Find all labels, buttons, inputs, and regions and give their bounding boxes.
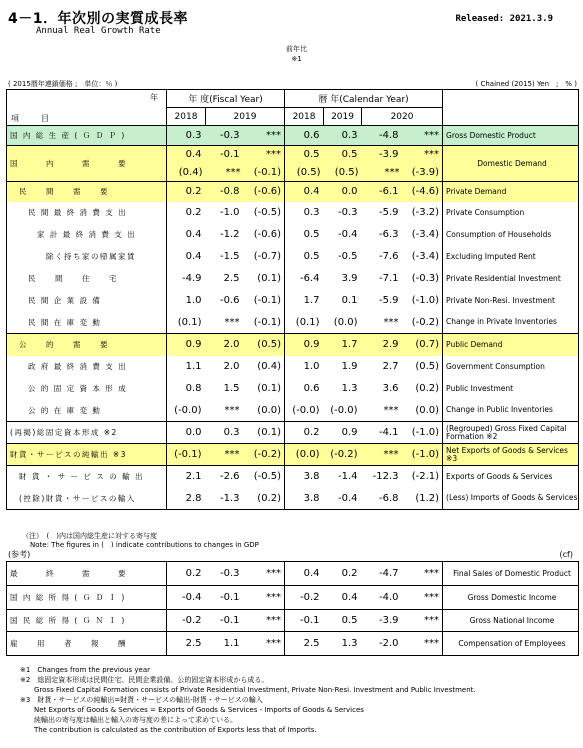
ref-label (7, 610, 167, 632)
rows-value: (0.4) (244, 356, 285, 378)
rows-value: -6.1 (362, 182, 403, 202)
col-fy2018: 2018 (167, 108, 206, 126)
rows-value: 0.4 (185, 229, 202, 240)
rows-label-text: 民 間 企 業 設 備 (28, 296, 102, 305)
ref-value: *** (244, 562, 285, 586)
rows-contrib-value: (0.4) (167, 164, 206, 182)
rows-value: -4.9 (181, 273, 202, 284)
rows-label (7, 444, 167, 466)
rows-value: (-0.0) (292, 404, 320, 416)
unit-en: ( Chained (2015) Yen ; % ) (475, 80, 577, 88)
rows-label-text: 公 的 在 庫 変 動 (28, 405, 102, 415)
rows-value: (0.0) (403, 400, 443, 422)
ref-value: -0.1 (219, 615, 240, 626)
rows-value: (-0.5) (244, 466, 285, 488)
rows-contrib-value: *** (362, 164, 403, 182)
ref-value: -3.9 (378, 615, 399, 626)
rows-value: 0.2 (185, 207, 202, 218)
rows-row (7, 378, 579, 400)
rows-value: 0.3 (167, 126, 206, 146)
rows-value: 1.5 (223, 383, 240, 394)
rows-label (7, 126, 167, 146)
ref-label (7, 586, 167, 610)
rows-value: *** (244, 146, 285, 164)
rows-value: *** (224, 404, 240, 416)
rows-value: -0.4 (338, 492, 358, 504)
ref-value: *** (403, 610, 443, 632)
unit-jp: ( 2015暦年連鎖価格 ; 単位：％ ) (8, 80, 118, 88)
ref-value: *** (244, 586, 285, 610)
corner-year: 年 (150, 93, 158, 102)
rows-value: -6.4 (300, 273, 320, 284)
release-date: Released: 2021.3.9 (455, 14, 553, 24)
growth-table (6, 89, 579, 510)
ref-label (7, 562, 167, 586)
rows-label-text: 公 的 固 定 資 本 形 成 (28, 384, 128, 393)
rows-value: (-1.0) (403, 290, 443, 312)
rows-value: 1.0 (185, 295, 202, 306)
ref-value: 1.1 (223, 638, 240, 649)
corner-cell (7, 90, 167, 126)
rows-value: -3.9 (362, 146, 403, 164)
rows-value: 3.6 (382, 383, 399, 394)
rows-value: -0.1 (206, 146, 244, 164)
footnotes (20, 665, 476, 735)
rows-value: -0.4 (338, 229, 358, 240)
rows-value: *** (244, 126, 285, 146)
ref-label: (参考) (8, 550, 31, 559)
rows-label (7, 356, 167, 378)
cf-label: (cf) (559, 550, 573, 559)
yoy-label (286, 44, 307, 64)
rows-value: (0.0) (333, 316, 358, 328)
rows-value: 0.3 (223, 427, 240, 438)
rows-label-text: (控除)財貨・サービスの輸入 (19, 493, 136, 503)
rows-value: (-0.6) (244, 182, 285, 202)
rows-value: *** (383, 404, 399, 416)
rows-value: 2.1 (185, 471, 202, 483)
rows-label (7, 182, 167, 202)
rows-value: 0.4 (285, 182, 324, 202)
rows-label (7, 312, 167, 334)
rows-label (7, 246, 167, 268)
rows-value: 0.2 (167, 182, 206, 202)
yoy-text: 前年比 (286, 45, 307, 53)
rows-value: -0.3 (206, 126, 244, 146)
rows-label-text: 国 内 総 生 産 ( Ｇ Ｄ Ｐ ) (10, 131, 126, 140)
main-table-body (7, 126, 579, 510)
rows-value: (0.1) (177, 316, 202, 328)
footnote-line: 純輸出の寄与度は輸出と輸入の寄与度の差によって求めている。 (20, 716, 237, 724)
page-subtitle: Annual Real Growth Rate (36, 26, 161, 36)
rows-label-en: (Regrouped) Gross Fixed Capital Formation ※2 (443, 422, 579, 444)
rows-value: (0.7) (403, 334, 443, 356)
rows-value: -4.1 (379, 427, 399, 438)
rows-label-en: Private Consumption (443, 202, 579, 224)
rows-value: 2.0 (223, 361, 240, 372)
rows-label-text: 政 府 最 終 消 費 支 出 (28, 362, 128, 371)
rows-row (7, 202, 579, 224)
rows-value: -1.4 (338, 471, 358, 483)
ref-value: -0.3 (219, 568, 240, 579)
rows-value: (-3.2) (403, 202, 443, 224)
rows-label-text: 国 内 需 要 (10, 159, 127, 168)
rows-label-en: (Less) Imports of Goods & Services (443, 488, 579, 510)
rows-value: 0.9 (341, 427, 358, 438)
rows-value: (-0.1) (167, 444, 206, 466)
ref-label-text: 国 民 総 所 得 ( Ｇ Ｎ Ｉ ) (10, 616, 126, 625)
ref-value: 2.5 (185, 638, 202, 649)
rows-value: -1.3 (219, 492, 240, 504)
rows-value: 0.4 (167, 146, 206, 164)
ref-value: -0.1 (299, 615, 320, 626)
rows-value: 0.5 (303, 251, 320, 262)
rows-label (7, 290, 167, 312)
rows-value: 1.7 (303, 295, 320, 306)
rows-label-en: Private Demand (443, 182, 579, 202)
rows-value: 0.0 (324, 182, 362, 202)
rows-value: *** (403, 146, 443, 164)
rows-value: -4.8 (362, 126, 403, 146)
ref-row (7, 586, 579, 610)
rows-label-en: Change in Private Inventories (443, 312, 579, 334)
rows-value: 2.9 (362, 334, 403, 356)
rows-value: 1.3 (341, 383, 358, 394)
rows-contrib-value: (-0.1) (244, 164, 285, 182)
rows-value: -12.3 (372, 471, 399, 483)
rows-value: (0.5) (244, 334, 285, 356)
rows-value: (-0.1) (244, 290, 285, 312)
rows-value: 0.5 (285, 146, 324, 164)
rows-value: 0.0 (185, 427, 202, 438)
rows-label-en: Excluding Imputed Rent (443, 246, 579, 268)
rows-label-text: 財貨・サービスの純輸出 ※3 (10, 450, 127, 459)
rows-contrib-value: (0.5) (324, 164, 362, 182)
rows-value: (-0.0) (330, 404, 358, 416)
ref-value: 1.3 (341, 638, 358, 649)
rows-value: 3.8 (303, 471, 320, 483)
footnote-line: The contribution is calculated as the contribution of Exports less that of Imports. (20, 726, 317, 734)
ref-value: *** (403, 632, 443, 656)
rows-value: -0.8 (206, 182, 244, 202)
rows-label (7, 488, 167, 510)
rows-value: (0.0) (285, 444, 324, 466)
rows-label-text: 家 計 最 終 消 費 支 出 (37, 230, 137, 239)
ref-label-text: 最 終 需 要 (10, 569, 127, 578)
rows-value: -7.6 (379, 251, 399, 262)
ref-value: -4.7 (378, 568, 399, 579)
rows-value: -0.3 (338, 207, 358, 218)
ref-label-en: Gross Domestic Income (443, 586, 579, 610)
rows-row (7, 146, 579, 164)
rows-value: 0.9 (285, 334, 324, 356)
rows-label (7, 224, 167, 246)
rows-value: *** (224, 316, 240, 328)
col-cy2018: 2018 (285, 108, 324, 126)
rows-label-en: Private Non-Resi. Investment (443, 290, 579, 312)
rows-value: (0.1) (244, 268, 285, 290)
rows-value: 1.7 (324, 334, 362, 356)
rows-row (7, 290, 579, 312)
reference-table-body (7, 562, 579, 656)
rows-value: (0.2) (244, 488, 285, 510)
rows-label-text: 除く持ち家の帰属家賃 (46, 252, 136, 261)
rows-value: (-0.2) (244, 444, 285, 466)
rows-value: *** (383, 316, 399, 328)
corner-item: 項 目 (11, 114, 51, 123)
footnote-line: Net Exports of Goods & Services = Exports of Goods & Services - Imports of Goods & Services (20, 706, 364, 714)
rows-value: (0.2) (403, 378, 443, 400)
rows-value: 2.0 (206, 334, 244, 356)
footnote-line: ※2 総固定資本形成は民間住宅、民間企業設備、公的固定資本形成から成る。 (20, 676, 269, 684)
rows-value: *** (206, 444, 244, 466)
note-en: Note: The figures in ( ) indicate contributions to changes in GDP (30, 541, 259, 549)
rows-value: (-1.0) (403, 444, 443, 466)
ref-value: *** (244, 610, 285, 632)
rows-label-en: Consumption of Households (443, 224, 579, 246)
rows-label-en: Gross Domestic Product (443, 126, 579, 146)
ref-value: 2.5 (303, 638, 320, 649)
rows-row (7, 334, 579, 356)
rows-value: -6.8 (379, 492, 399, 504)
rows-row (7, 224, 579, 246)
rows-value: (-0.7) (244, 246, 285, 268)
col-fy2019: 2019 (206, 108, 285, 126)
rows-row (7, 246, 579, 268)
ref-value: 0.4 (341, 592, 358, 603)
rows-value: 2.8 (185, 492, 202, 504)
rows-value: 0.2 (303, 427, 320, 438)
rows-value: (-0.5) (244, 202, 285, 224)
rows-value: (0.1) (244, 422, 285, 444)
page-title: 4－1．年次別の実質成長率 (8, 11, 188, 27)
rows-label-en: Private Residential Investment (443, 268, 579, 290)
rows-value: 0.9 (167, 334, 206, 356)
rows-label (7, 334, 167, 356)
rows-row (7, 356, 579, 378)
rows-value: 3.8 (303, 492, 320, 504)
rows-value: 3.9 (341, 273, 358, 284)
rows-value: -1.5 (219, 251, 240, 262)
rows-label-en: Public Demand (443, 334, 579, 356)
rows-value: (-0.2) (324, 444, 362, 466)
en-header (443, 90, 579, 126)
rows-value: *** (362, 444, 403, 466)
rows-value: (-0.6) (244, 224, 285, 246)
rows-value: 1.0 (303, 361, 320, 372)
rows-label-text: 民 間 在 庫 変 動 (28, 317, 102, 327)
rows-label (7, 378, 167, 400)
rows-label-en: Net Exports of Goods & Services ※3 (443, 444, 579, 466)
rows-row (7, 126, 579, 146)
rows-value: (-2.1) (403, 466, 443, 488)
rows-row (7, 422, 579, 444)
rows-label (7, 146, 167, 182)
ref-label-en: Final Sales of Domestic Product (443, 562, 579, 586)
ref-value: 0.2 (341, 568, 358, 579)
ref-value: -0.1 (219, 592, 240, 603)
rows-value: 0.1 (341, 295, 358, 306)
calendar-year-header: 暦 年(Calendar Year) (285, 90, 443, 108)
ref-row (7, 610, 579, 632)
ref-value: -4.0 (378, 592, 399, 603)
rows-value: 2.7 (382, 361, 399, 372)
rows-value: 0.3 (303, 207, 320, 218)
yoy-note: ※1 (291, 55, 302, 63)
rows-label (7, 268, 167, 290)
rows-value: (-0.3) (403, 268, 443, 290)
rows-value: (-3.4) (403, 224, 443, 246)
rows-value: (-0.0) (174, 404, 202, 416)
ref-row (7, 562, 579, 586)
ref-label-text: 雇 用 者 報 酬 (10, 639, 127, 648)
rows-value: (0.5) (403, 356, 443, 378)
rows-contrib-value: (-3.9) (403, 164, 443, 182)
reference-table (6, 561, 579, 656)
rows-label-text: 財 貨 ・ サ ー ビ ス の 輸 出 (19, 472, 144, 482)
ref-value: *** (244, 632, 285, 656)
note-jp: （注） ( )内は国内総生産に対する寄与度 (22, 532, 157, 540)
rows-label-text: 民 間 最 終 消 費 支 出 (28, 208, 128, 217)
col-cy2020: 2020 (362, 108, 443, 126)
rows-value: -1.2 (219, 229, 240, 240)
rows-value: (-0.2) (403, 312, 443, 334)
rows-value: 0.5 (303, 229, 320, 240)
rows-label (7, 466, 167, 488)
rows-label-en: Government Consumption (443, 356, 579, 378)
rows-value: (-1.0) (403, 422, 443, 444)
ref-row (7, 632, 579, 656)
ref-value: -0.4 (181, 592, 202, 603)
rows-value: -7.1 (379, 273, 399, 284)
rows-row (7, 466, 579, 488)
footnote-line: Gross Fixed Capital Formation consists of Private Residential Investment, Private Non-Resi. Investment and Public Investment. (20, 686, 476, 694)
rows-value: (1.2) (403, 488, 443, 510)
rows-label (7, 202, 167, 224)
rows-value: 0.6 (285, 126, 324, 146)
rows-row (7, 182, 579, 202)
rows-value: 1.1 (185, 361, 202, 372)
rows-label-text: 民 間 住 宅 (28, 274, 118, 283)
rows-value: 1.9 (341, 361, 358, 372)
footnote-line: ※3 財貨・サービスの純輸出=財貨・サービスの輸出-財貨・サービスの輸入 (20, 696, 263, 704)
ref-value: *** (403, 562, 443, 586)
rows-contrib-value: *** (206, 164, 244, 182)
rows-value: -0.5 (338, 251, 358, 262)
rows-value: (0.1) (295, 316, 320, 328)
rows-contrib-value: (0.5) (285, 164, 324, 182)
ref-value: -0.2 (181, 615, 202, 626)
rows-label-text: (再掲)総固定資本形成 ※2 (10, 428, 118, 437)
rows-value: 2.5 (223, 273, 240, 284)
rows-value: -2.6 (219, 471, 240, 483)
ref-label-en: Compensation of Employees (443, 632, 579, 656)
rows-value: -5.9 (379, 207, 399, 218)
rows-label-text: 民 間 需 要 (19, 187, 109, 197)
rows-label (7, 400, 167, 422)
rows-label-en: Exports of Goods & Services (443, 466, 579, 488)
ref-value: -2.0 (378, 638, 399, 649)
rows-value: (0.0) (244, 400, 285, 422)
rows-row (7, 312, 579, 334)
rows-value: -5.9 (379, 295, 399, 306)
ref-value: 0.2 (185, 568, 202, 579)
rows-label-text: 公 的 需 要 (19, 340, 109, 350)
ref-value: -0.2 (299, 592, 320, 603)
rows-value: 0.8 (185, 383, 202, 394)
rows-label-en: Change in Public Inventories (443, 400, 579, 422)
rows-label (7, 422, 167, 444)
rows-value: 0.4 (185, 251, 202, 262)
ref-label-text: 国 内 総 所 得 ( Ｇ Ｄ Ｉ ) (10, 593, 126, 602)
rows-value: -0.6 (219, 295, 240, 306)
col-cy2019: 2019 (324, 108, 362, 126)
rows-value: (0.1) (244, 378, 285, 400)
rows-value: 0.5 (324, 146, 362, 164)
rows-value: (-3.4) (403, 246, 443, 268)
ref-value: 0.5 (341, 615, 358, 626)
rows-row (7, 444, 579, 466)
rows-label-en: Public Investment (443, 378, 579, 400)
rows-value: *** (403, 126, 443, 146)
rows-value: 0.6 (303, 383, 320, 394)
footnote-line: ※1 Changes from the previous year (20, 666, 150, 674)
rows-value: (-0.1) (244, 312, 285, 334)
fiscal-year-header: 年 度(Fiscal Year) (167, 90, 285, 108)
rows-value: -1.0 (219, 207, 240, 218)
rows-row (7, 400, 579, 422)
rows-value: 0.3 (324, 126, 362, 146)
rows-value: (-4.6) (403, 182, 443, 202)
rows-row (7, 268, 579, 290)
rows-row (7, 488, 579, 510)
rows-value: -6.3 (379, 229, 399, 240)
rows-label-en: Domestic Demand (443, 146, 579, 182)
ref-label-en: Gross National Income (443, 610, 579, 632)
ref-value: *** (403, 586, 443, 610)
ref-label (7, 632, 167, 656)
ref-value: 0.4 (303, 568, 320, 579)
